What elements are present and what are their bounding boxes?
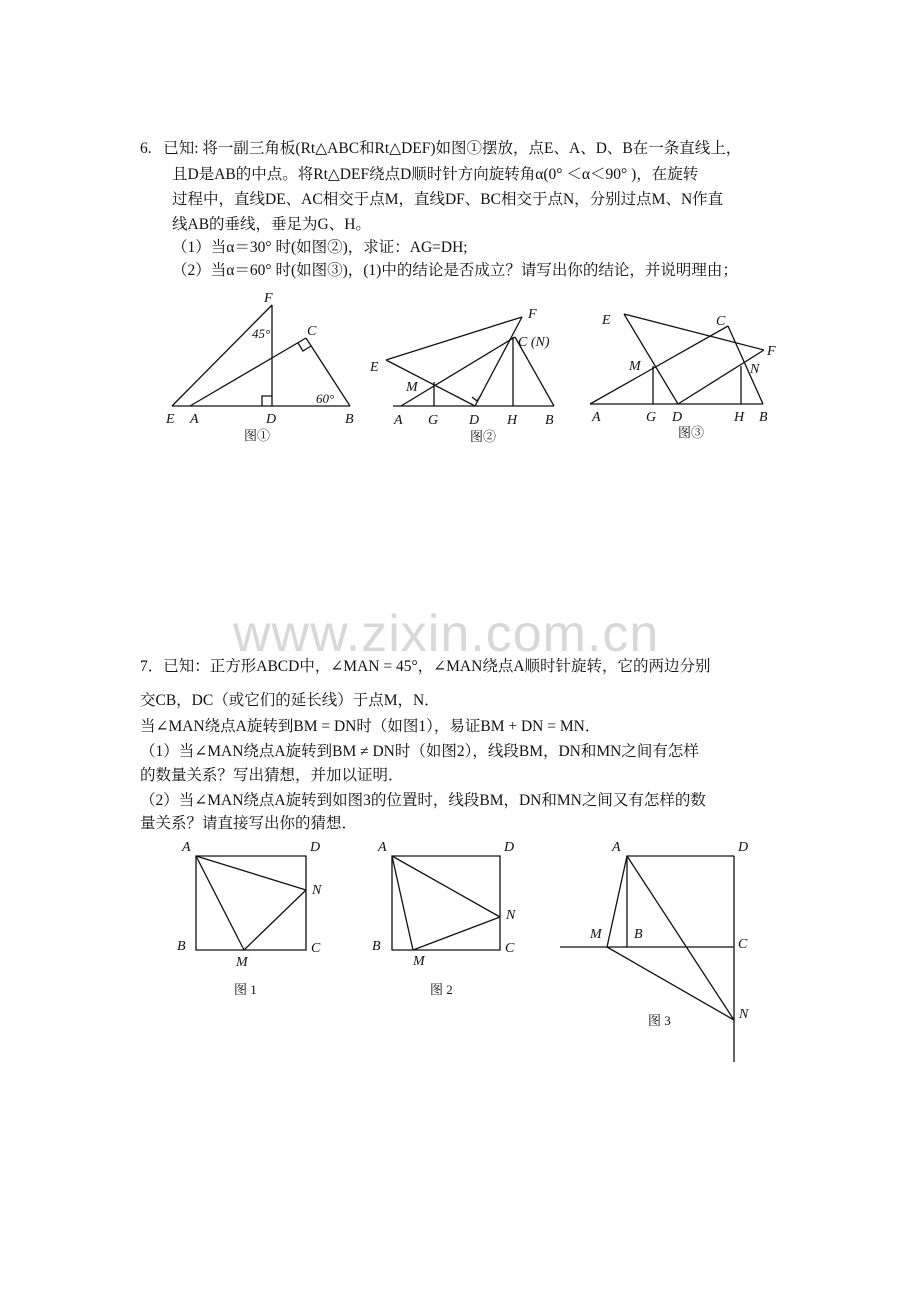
p7f1-line-MN [244,890,306,950]
problem7-line1: 7．已知：正方形ABCD中，∠MAN = 45°，∠MAN绕点A顺时针旋转，它的两边分别 [140,658,711,675]
problem6-line2: 且D是AB的中点。将Rt△DEF绕点D顺时针方向旋转角α(0° ＜α＜90° )，在旋转 [172,166,699,183]
p6f2-line-AC [401,337,515,406]
p6f3-label-M: M [629,359,641,374]
p6f2-line-ED [386,360,475,406]
p7f2-label-N: N [506,908,516,923]
p6f2-caption: 图② [470,429,497,444]
p6f1-label-B: B [345,412,354,427]
problem7-line2: 交CB，DC（或它们的延长线）于点M，N． [140,692,440,709]
p6f1-caption: 图① [244,428,271,443]
problem6-number: 6. [140,140,152,157]
p6f3-label-H: H [734,410,745,425]
problem7-question1-b: 的数量关系？写出猜想，并加以证明． [140,767,404,784]
problem6-text-1: 已知: 将一副三角板(Rt△ABC和Rt△DEF)如图①摆放，点E、A、D、B在一条直线上， [163,140,742,157]
p6f1-right-angle-C [298,343,311,351]
p6f1-label-A: A [190,412,199,427]
p6f2-label-H: H [507,413,518,428]
p7f3-label-M: M [590,927,602,942]
p6f1-label-60: 60° [316,391,335,406]
p7f2-square-ABCD [392,856,500,950]
p7f3-caption: 图 3 [648,1013,671,1028]
p7f2-label-D: D [504,840,515,855]
p7f2-line-AM [392,856,413,950]
problem7-line3: 当∠MAN绕点A旋转到BM = DN时（如图1），易证BM + DN = MN． [140,718,601,735]
p7f3-line-AN [627,856,734,1020]
p7f2-label-M: M [413,954,425,969]
problem6-line3: 过程中，直线DE、AC相交于点M，直线DF、BC相交于点N，分别过点M、N作直 [172,191,724,208]
problem6-question2: （2）当α＝60° 时(如图③)，(1)中的结论是否成立？请写出你的结论，并说明理由； [172,262,738,279]
p6f1-label-45: 45° [252,326,271,341]
p6f3-label-F: F [767,344,776,359]
problem6-line4: 线AB的垂线，垂足为G、H。 [172,216,371,233]
p7f3-label-D: D [738,840,749,855]
p7f1-label-B: B [177,939,186,954]
p6-figure3 [590,313,776,440]
p7f1-label-M: M [236,955,248,970]
p7f1-square-ABCD [196,856,306,950]
p6f3-label-C: C [716,314,726,329]
p6f2-label-CN: C (N) [518,335,550,350]
problem6-question1: （1）当α＝30° 时(如图②)，求证：AG=DH; [172,239,468,256]
p6f2-line-EF [386,317,522,360]
p7f3-label-N: N [739,1007,749,1022]
p7f3-square-top-left [627,856,734,947]
p7f3-label-A: A [612,840,621,855]
p6f3-label-G: G [646,410,657,425]
p6f2-right-angle-D [472,395,481,401]
p6f3-label-A: A [592,410,601,425]
p7f3-line-AM [607,856,627,947]
p7f1-label-D: D [310,840,321,855]
problem7-question1-a: （1）当∠MAN绕点A旋转到BM ≠ DN时（如图2），线段BM，DN和MN之间有怎样 [140,743,699,760]
p6f1-right-angle-D [262,396,272,406]
p6f2-label-A: A [394,413,403,428]
p6f2-label-G: G [428,413,439,428]
p6-figure1 [165,291,354,443]
watermark: www.zixin.com.cn [233,605,660,663]
p6f1-line-EF [172,305,272,406]
p6f3-line-AC [590,326,728,404]
p6f2-label-B: B [545,413,554,428]
p7-figure3 [560,840,749,1062]
p6f2-label-E: E [370,360,379,375]
p6f2-label-D: D [469,413,480,428]
p7f2-label-C: C [505,941,515,956]
p7f1-label-N: N [312,883,322,898]
p7f3-label-C: C [738,937,748,952]
p6f2-label-M: M [406,380,418,395]
p6f3-caption: 图③ [678,425,705,440]
p6f1-label-F: F [264,291,273,306]
p7f1-label-A: A [182,840,191,855]
problem7-question2-a: （2）当∠MAN绕点A旋转到如图3的位置时，线段BM，DN和MN之间又有怎样的数 [140,792,706,809]
p7f2-caption: 图 2 [430,982,453,997]
p6f3-label-E: E [602,313,611,328]
p6-figure2 [369,307,554,444]
p7f1-caption: 图 1 [234,982,257,997]
p7-figure1 [177,840,322,997]
p6f3-label-B: B [759,410,768,425]
p7f3-line-MN [607,947,734,1020]
p7f1-label-C: C [311,941,321,956]
p6f3-label-D: D [672,410,683,425]
p7f1-line-AN [196,856,306,890]
p7f3-label-B: B [634,927,643,942]
p6f3-label-N: N [750,362,760,377]
p6f2-line-DF [475,317,522,406]
p7f2-label-A: A [378,840,387,855]
p7f2-label-B: B [372,939,381,954]
p6f2-label-F: F [528,307,537,322]
p6f1-label-C: C [307,324,317,339]
p7f2-line-MN [413,917,500,950]
problem7-question2-b: 量关系？请直接写出你的猜想． [140,815,358,832]
p7f1-line-AM [196,856,244,950]
p7f2-line-AN [392,856,500,917]
p6f1-label-E: E [166,412,175,427]
p6f1-line-AC [190,338,306,406]
p6f1-label-D: D [266,412,277,427]
p7-figure2 [372,840,516,997]
